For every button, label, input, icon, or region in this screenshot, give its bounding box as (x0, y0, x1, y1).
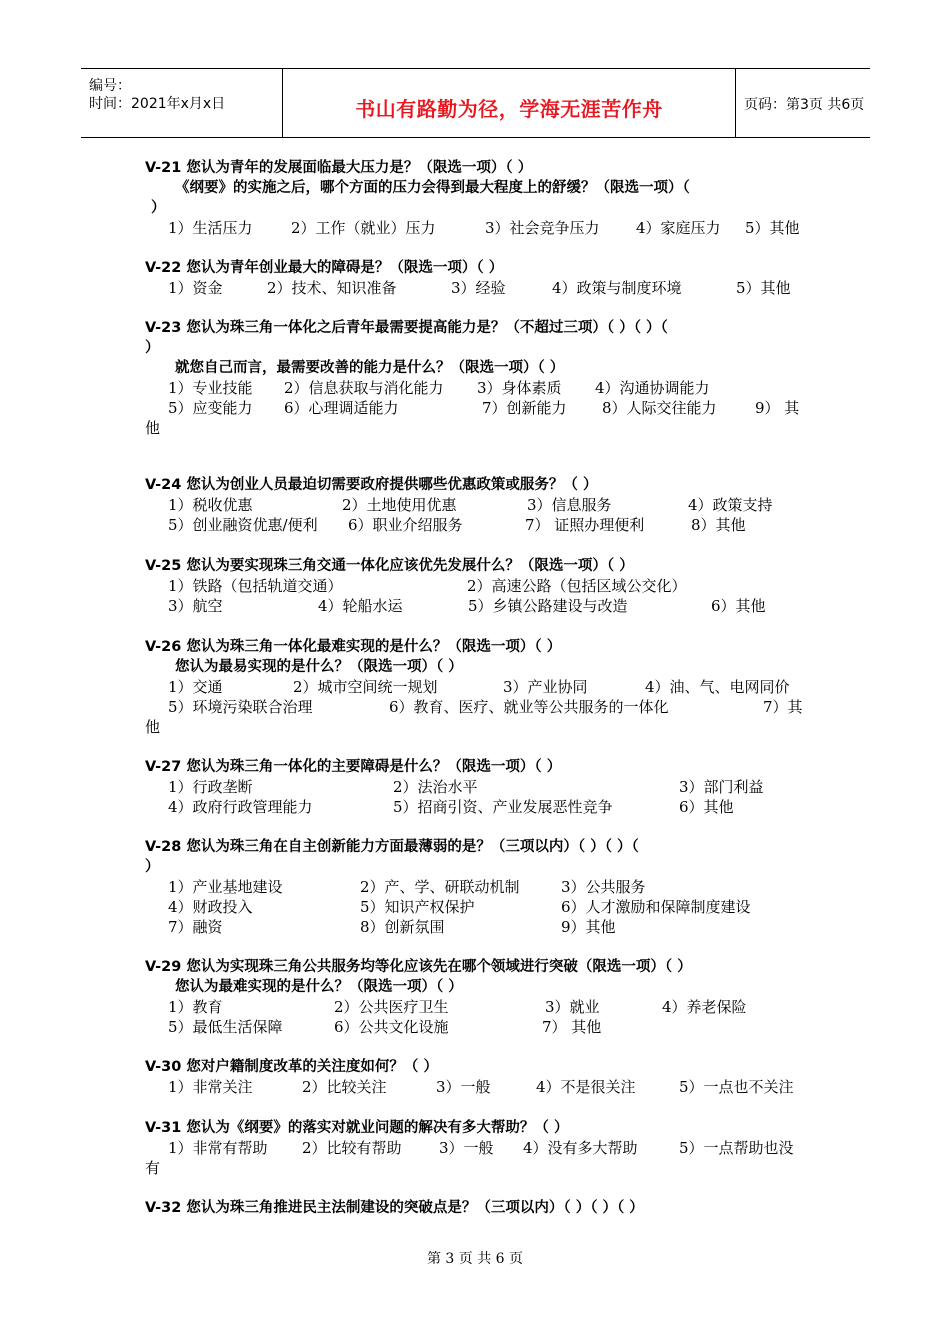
option: 1）行政垄断 (168, 778, 253, 796)
option: 8）其他 (691, 516, 746, 534)
option: 1）生活压力 (168, 219, 253, 237)
option-row (145, 1077, 807, 1097)
option: 5）创业融资优惠/便利 (168, 516, 318, 534)
question-text: V-22 您认为青年创业最大的障碍是？（限选一项）（ ） (145, 260, 504, 276)
option: 4）家庭压力 (636, 219, 721, 237)
option: 6）其他 (711, 597, 766, 615)
question-text: V-24 您认为创业人员最迫切需要政府提供哪些优惠政策或服务？（ ） (145, 477, 598, 493)
option-row (145, 218, 807, 238)
option-row (145, 1017, 807, 1037)
option: 6）教育、医疗、就业等公共服务的一体化 (389, 698, 669, 716)
option: 4）政府行政管理能力 (168, 798, 313, 816)
question-v30 (145, 1057, 807, 1097)
option: 6）职业介绍服务 (348, 516, 463, 534)
option: 2）技术、知识准备 (267, 279, 397, 297)
option: 7） 证照办理便利 (525, 516, 645, 534)
option: 3）航空 (168, 597, 223, 615)
option: 6）其他 (679, 798, 734, 816)
option: 9） 其 (755, 399, 800, 417)
option-wrap-tail: 他 (145, 718, 161, 736)
option: 8）人际交往能力 (602, 399, 717, 417)
question-v32 (145, 1198, 807, 1218)
option: 1）税收优惠 (168, 496, 253, 514)
question-text-continued: ） (151, 200, 166, 216)
option-row (145, 495, 807, 515)
option: 1）非常关注 (168, 1078, 253, 1096)
option: 2）法治水平 (393, 778, 478, 796)
option: 5）其他 (736, 279, 791, 297)
sub-question-text: 您认为最难实现的是什么？（限选一项）（ ） (175, 979, 463, 995)
option-row (145, 997, 807, 1017)
option: 6）人才激励和保障制度建设 (561, 898, 751, 916)
option: 5）招商引资、产业发展恶性竞争 (393, 798, 613, 816)
question-text: V-21 您认为青年的发展面临最大压力是？（限选一项）（ ） (145, 160, 533, 176)
option-row (145, 917, 807, 937)
question-text: V-31 您认为《纲要》的落实对就业问题的解决有多大帮助？（ ） (145, 1120, 569, 1136)
option-row (145, 1138, 807, 1158)
option: 2）比较有帮助 (302, 1139, 402, 1157)
option-row (145, 797, 807, 817)
time-label: 时间：2021年x月x日 (89, 96, 226, 112)
header-page-cell (736, 69, 870, 137)
question-v23 (145, 318, 807, 438)
option: 3）一般 (436, 1078, 491, 1096)
option: 2）公共医疗卫生 (334, 998, 449, 1016)
option: 1）铁路（包括轨道交通） (168, 577, 343, 595)
option: 7）融资 (168, 918, 223, 936)
option: 1）专业技能 (168, 379, 253, 397)
question-v22 (145, 258, 807, 298)
option-row (145, 398, 807, 418)
option-row (145, 877, 807, 897)
option: 2）信息获取与消化能力 (284, 379, 444, 397)
page-footer: 第 3 页 共 6 页 (426, 1251, 524, 1267)
option: 7） 其他 (542, 1018, 602, 1036)
option-row (145, 897, 807, 917)
option: 7）创新能力 (482, 399, 567, 417)
motto-text: 书山有路勤为径，学海无涯苦作舟 (355, 97, 663, 121)
question-v25 (145, 556, 807, 616)
option: 4）不是很关注 (536, 1078, 636, 1096)
option: 3）身体素质 (477, 379, 562, 397)
option: 4）政策与制度环境 (552, 279, 682, 297)
option: 1）交通 (168, 678, 223, 696)
question-v31 (145, 1118, 807, 1178)
option: 3）一般 (439, 1139, 494, 1157)
option: 3）就业 (545, 998, 600, 1016)
option: 4）没有多大帮助 (523, 1139, 638, 1157)
option-row (145, 677, 807, 697)
option: 3）公共服务 (561, 878, 646, 896)
option: 1）产业基地建设 (168, 878, 283, 896)
option-wrap-tail: 有 (145, 1159, 161, 1177)
sub-question-text: 您认为最易实现的是什么？（限选一项）（ ） (175, 659, 463, 675)
option: 5）一点帮助也没 (679, 1139, 794, 1157)
option: 1）教育 (168, 998, 223, 1016)
option: 5）应变能力 (168, 399, 253, 417)
option: 8）创新氛围 (360, 918, 445, 936)
option: 2）高速公路（包括区域公交化） (467, 577, 687, 595)
option: 5）最低生活保障 (168, 1018, 283, 1036)
header-motto-cell (282, 69, 736, 137)
option: 3）信息服务 (527, 496, 612, 514)
question-text: V-25 您认为要实现珠三角交通一体化应该优先发展什么？（限选一项）（ ） (145, 558, 634, 574)
option: 5）知识产权保护 (360, 898, 475, 916)
option-row (145, 777, 807, 797)
question-text: V-28 您认为珠三角在自主创新能力方面最薄弱的是？（三项以内）（ ）（ ）（ (145, 839, 639, 855)
option-row (145, 278, 807, 298)
option: 3）社会竞争压力 (485, 219, 600, 237)
question-text: V-32 您认为珠三角推进民主法制建设的突破点是？（三项以内）（ ）（ ）（ ） (145, 1200, 644, 1216)
option: 4）油、气、电网同价 (645, 678, 790, 696)
document-header (81, 68, 870, 138)
question-text: V-26 您认为珠三角一体化最难实现的是什么？（限选一项）（ ） (145, 639, 562, 655)
option: 9）其他 (561, 918, 616, 936)
option: 3）部门利益 (679, 778, 764, 796)
option: 5）其他 (745, 219, 800, 237)
sub-question-text: 《纲要》的实施之后，哪个方面的压力会得到最大程度上的舒缓？（限选一项）（ (175, 180, 690, 196)
number-label: 编号： (89, 78, 131, 94)
option: 4）财政投入 (168, 898, 253, 916)
option: 2）产、学、研联动机制 (360, 878, 520, 896)
option-wrap-tail: 他 (145, 419, 161, 437)
option: 7）其 (763, 698, 803, 716)
option: 6）心理调适能力 (284, 399, 399, 417)
option-row (145, 515, 807, 535)
option: 5）一点也不关注 (679, 1078, 794, 1096)
question-v28 (145, 837, 807, 937)
question-v29 (145, 957, 807, 1037)
option: 3）经验 (451, 279, 506, 297)
option: 2）土地使用优惠 (342, 496, 457, 514)
question-text: V-23 您认为珠三角一体化之后青年最需要提高能力是？（不超过三项）（ ）（ ）（ (145, 320, 668, 336)
option: 6）公共文化设施 (334, 1018, 449, 1036)
option-row (145, 697, 807, 717)
option: 4）轮船水运 (318, 597, 403, 615)
option: 1）资金 (168, 279, 223, 297)
sub-question-text: 就您自己而言，最需要改善的能力是什么？（限选一项）（ ） (175, 360, 565, 376)
question-v27 (145, 757, 807, 817)
header-meta (81, 69, 282, 137)
option: 3）产业协同 (503, 678, 588, 696)
question-text: V-30 您对户籍制度改革的关注度如何？（ ） (145, 1059, 438, 1075)
option: 2）比较关注 (302, 1078, 387, 1096)
option-row (145, 596, 807, 616)
option: 1）非常有帮助 (168, 1139, 268, 1157)
option: 4）政策支持 (688, 496, 773, 514)
option: 2）工作（就业）压力 (291, 219, 436, 237)
option: 2）城市空间统一规划 (293, 678, 438, 696)
option-row (145, 378, 807, 398)
question-text: V-27 您认为珠三角一体化的主要障碍是什么？（限选一项）（ ） (145, 759, 562, 775)
question-v21 (145, 158, 807, 238)
option-row (145, 576, 807, 596)
option: 4）养老保险 (662, 998, 747, 1016)
question-v26 (145, 637, 807, 737)
question-v24 (145, 475, 807, 535)
page-info: 页码：第3页 共6页 (744, 97, 865, 113)
question-text-continued: ） (145, 859, 160, 875)
question-text: V-29 您认为实现珠三角公共服务均等化应该先在哪个领域进行突破（限选一项）（ ） (145, 959, 692, 975)
option: 4）沟通协调能力 (595, 379, 710, 397)
question-text-continued: ） (145, 340, 160, 356)
option: 5）乡镇公路建设与改造 (468, 597, 628, 615)
option: 5）环境污染联合治理 (168, 698, 313, 716)
